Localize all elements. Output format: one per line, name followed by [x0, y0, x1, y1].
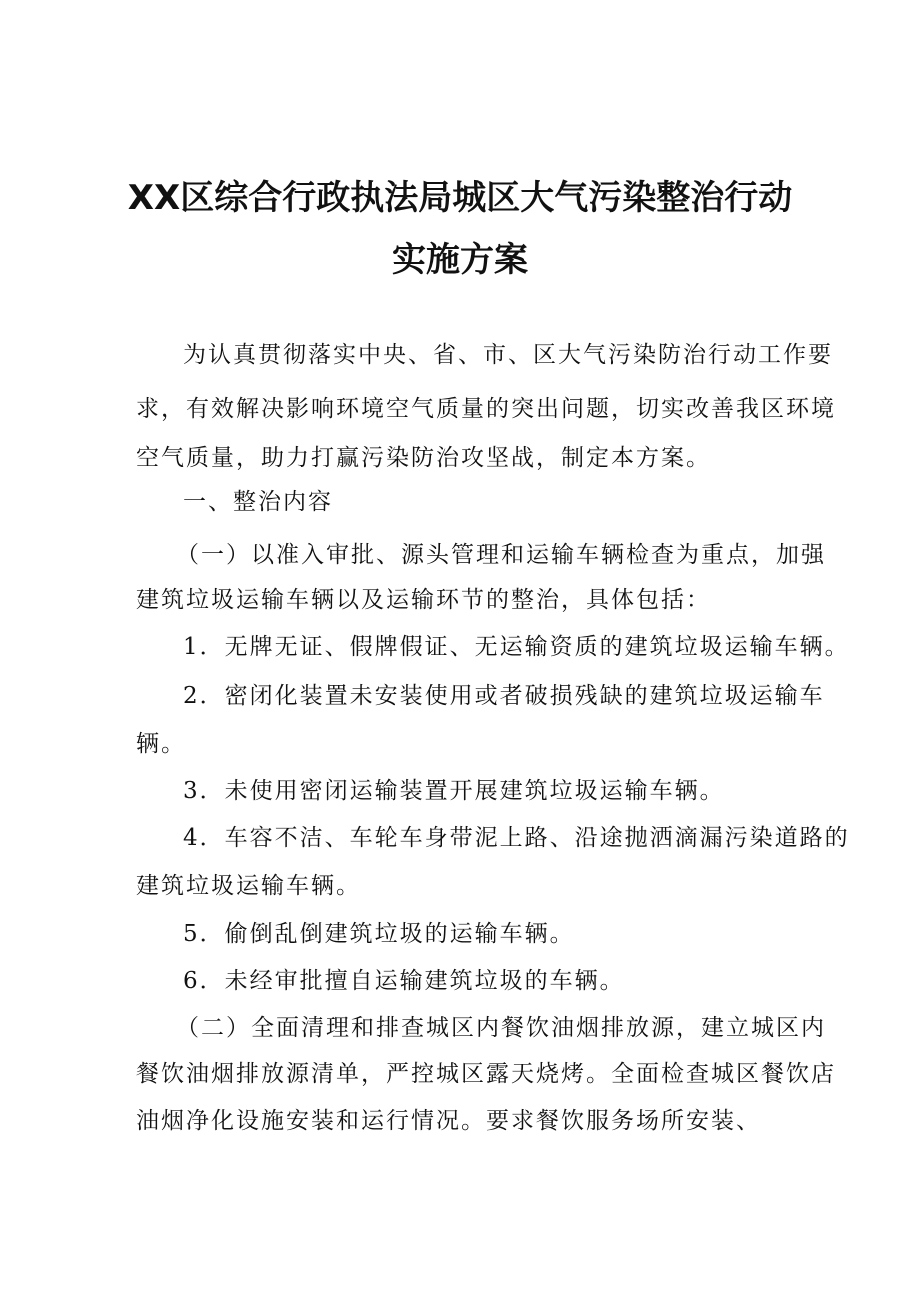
intro-paragraph-line3: 空气质量，助力打赢污染防治攻坚战，制定本方案。 — [136, 445, 711, 471]
document-title-line2: 实施方案 — [392, 240, 528, 280]
list-item-2-line2: 辆。 — [136, 731, 186, 757]
list-item-5: 5．偷倒乱倒建筑垃圾的运输车辆。 — [183, 921, 575, 947]
list-item-4-line1: 4．车容不洁、车轮车身带泥上路、沿途抛洒滴漏污染道路的 — [183, 825, 850, 851]
subsection-1-line1: （一）以准入审批、源头管理和运输车辆检查为重点，加强 — [176, 542, 826, 568]
list-item-2-line1: 2．密闭化装置未安装使用或者破损残缺的建筑垃圾运输车 — [183, 683, 825, 709]
intro-paragraph-line2: 求，有效解决影响环境空气质量的突出问题，切实改善我区环境 — [136, 396, 836, 422]
list-item-6: 6．未经审批擅自运输建筑垃圾的车辆。 — [183, 968, 625, 994]
list-item-3: 3．未使用密闭运输装置开展建筑垃圾运输车辆。 — [183, 778, 725, 804]
intro-paragraph-line1: 为认真贯彻落实中央、省、市、区大气污染防治行动工作要 — [183, 342, 833, 368]
subsection-1-line2: 建筑垃圾运输车辆以及运输环节的整治，具体包括： — [136, 587, 711, 613]
list-item-4-line2: 建筑垃圾运输车辆。 — [136, 873, 361, 899]
list-item-1: 1．无牌无证、假牌假证、无运输资质的建筑垃圾运输车辆。 — [183, 634, 850, 660]
document-title-line1: XX区综合行政执法局城区大气污染整治行动 — [127, 178, 793, 218]
subsection-2-line2: 餐饮油烟排放源清单，严控城区露天烧烤。全面检查城区餐饮店 — [136, 1061, 836, 1087]
subsection-2-line1: （二）全面清理和排查城区内餐饮油烟排放源，建立城区内 — [176, 1015, 826, 1041]
subsection-2-line3: 油烟净化设施安装和运行情况。要求餐饮服务场所安装、 — [136, 1108, 761, 1134]
section-heading-1: 一、整治内容 — [183, 489, 333, 515]
